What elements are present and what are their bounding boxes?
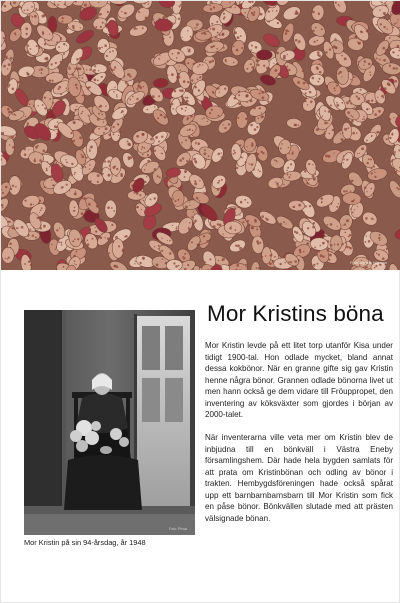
beans-photo — [1, 1, 400, 270]
article-body — [205, 340, 393, 524]
old-woman-portrait-icon — [24, 310, 195, 535]
article-paragraph: När inventerarna ville veta mer om Kristin blev de inbjudna till en bönkväll i Västra Eneby församlingshem. Där hade hela bygden samlats för att prata om Kristinbönan och odling av bönor i trakten. Hembygdsföreningen hade också spårat upp ett barnbarnbarnsbarn till Mor Kristin som fick en påse bönor. Bönkvällen slutade med att prästen välsignade bönan. — [205, 433, 393, 523]
hero-photo-credit: Foto: Agneta Hökman — [350, 261, 387, 265]
portrait-photo-credit: Foto: Privat — [169, 527, 187, 531]
portrait-caption: Mor Kristin på sin 94-årsdag, år 1948 — [24, 538, 146, 547]
beans-image — [1, 1, 400, 270]
portrait-photo — [24, 310, 195, 535]
article-paragraph: Mor Kristin levde på ett litet torp utanför Kisa under tidigt 1900-tal. Hon odlade mycket, bland annat dessa kokbönor. När en granne gifte sig gav Kristin henne några bönor. Grannen odlade bönorna livet ut men hann också ge dem vidare till Fröuppropet, den inventering av köksväxter som gjordes i början av 2000-talet. — [205, 341, 393, 419]
article-title: Mor Kristins böna — [207, 301, 384, 326]
